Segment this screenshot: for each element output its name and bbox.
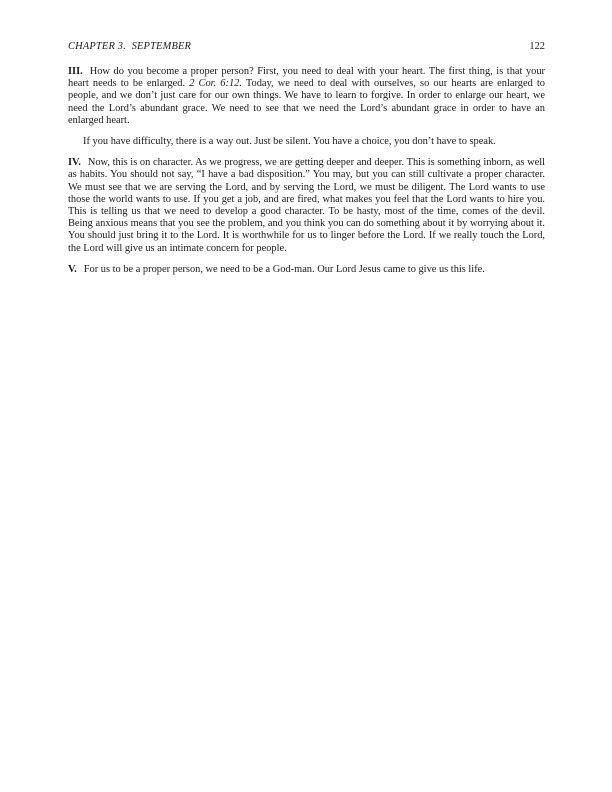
item-label-iii: III. [68,66,83,77]
paragraph-text: For us to be a proper person, we need to be a God-man. Our Lord Jesus came to give us this life. [83,263,485,275]
scripture-reference: 2 Cor. 6:12. [189,78,242,90]
paragraph-text: Now, this is on character. As we progress, we are getting deeper and deeper. This is something inborn, as well as habits. You should not say, “I have a bad disposition.” You may, but you can still cultivate a proper character. We must see that we are serving the Lord, and by serving the Lord, we must be diligent. The Lord wants to use those the world wants to use. If you get a job, and are fired, what makes you feel that the Lord wants to hire you. This is telling us that we need to develop a good character. To be hasty, most of the time, comes of the devil. Being anxious means that you see the problem, and you think you can do something about it by worrying about it. You should just bring it to the Lord. It is worthwhile for us to linger before the Lord. If we really touch the Lord, the Lord will give us an intimate concern for people. [68,157,545,254]
item-label-iv: IV. [68,157,81,169]
paragraph-item-v [68,264,545,276]
page-header [68,41,545,53]
paragraph-indented [68,136,545,148]
page-content [68,41,545,276]
paragraph-text: If you have difficulty, there is a way out. Just be silent. You have a choice, you don’t have to speak. [83,136,496,148]
body-text [68,66,545,276]
paragraph-text: Today, we need to deal with ourselves, so our hearts are enlarged to people, and we don’t just care for our own things. We have to learn to forgive. In order to enlarge our heart, we need the Lord’s abundant grace. We need to see that we need the Lord’s abundant grace in order to have an enlarged heart. [68,78,545,126]
page-number: 122 [529,41,545,52]
paragraph-text: How do you become a proper person? First, you need to deal with your heart. The first thing, is that your heart needs to be enlarged. [68,66,545,90]
paragraph-item-iv [68,157,545,255]
item-label-v: V. [68,263,77,275]
running-header-title: CHAPTER 3. SEPTEMBER [68,41,192,52]
paragraph-item-iii [68,66,545,127]
